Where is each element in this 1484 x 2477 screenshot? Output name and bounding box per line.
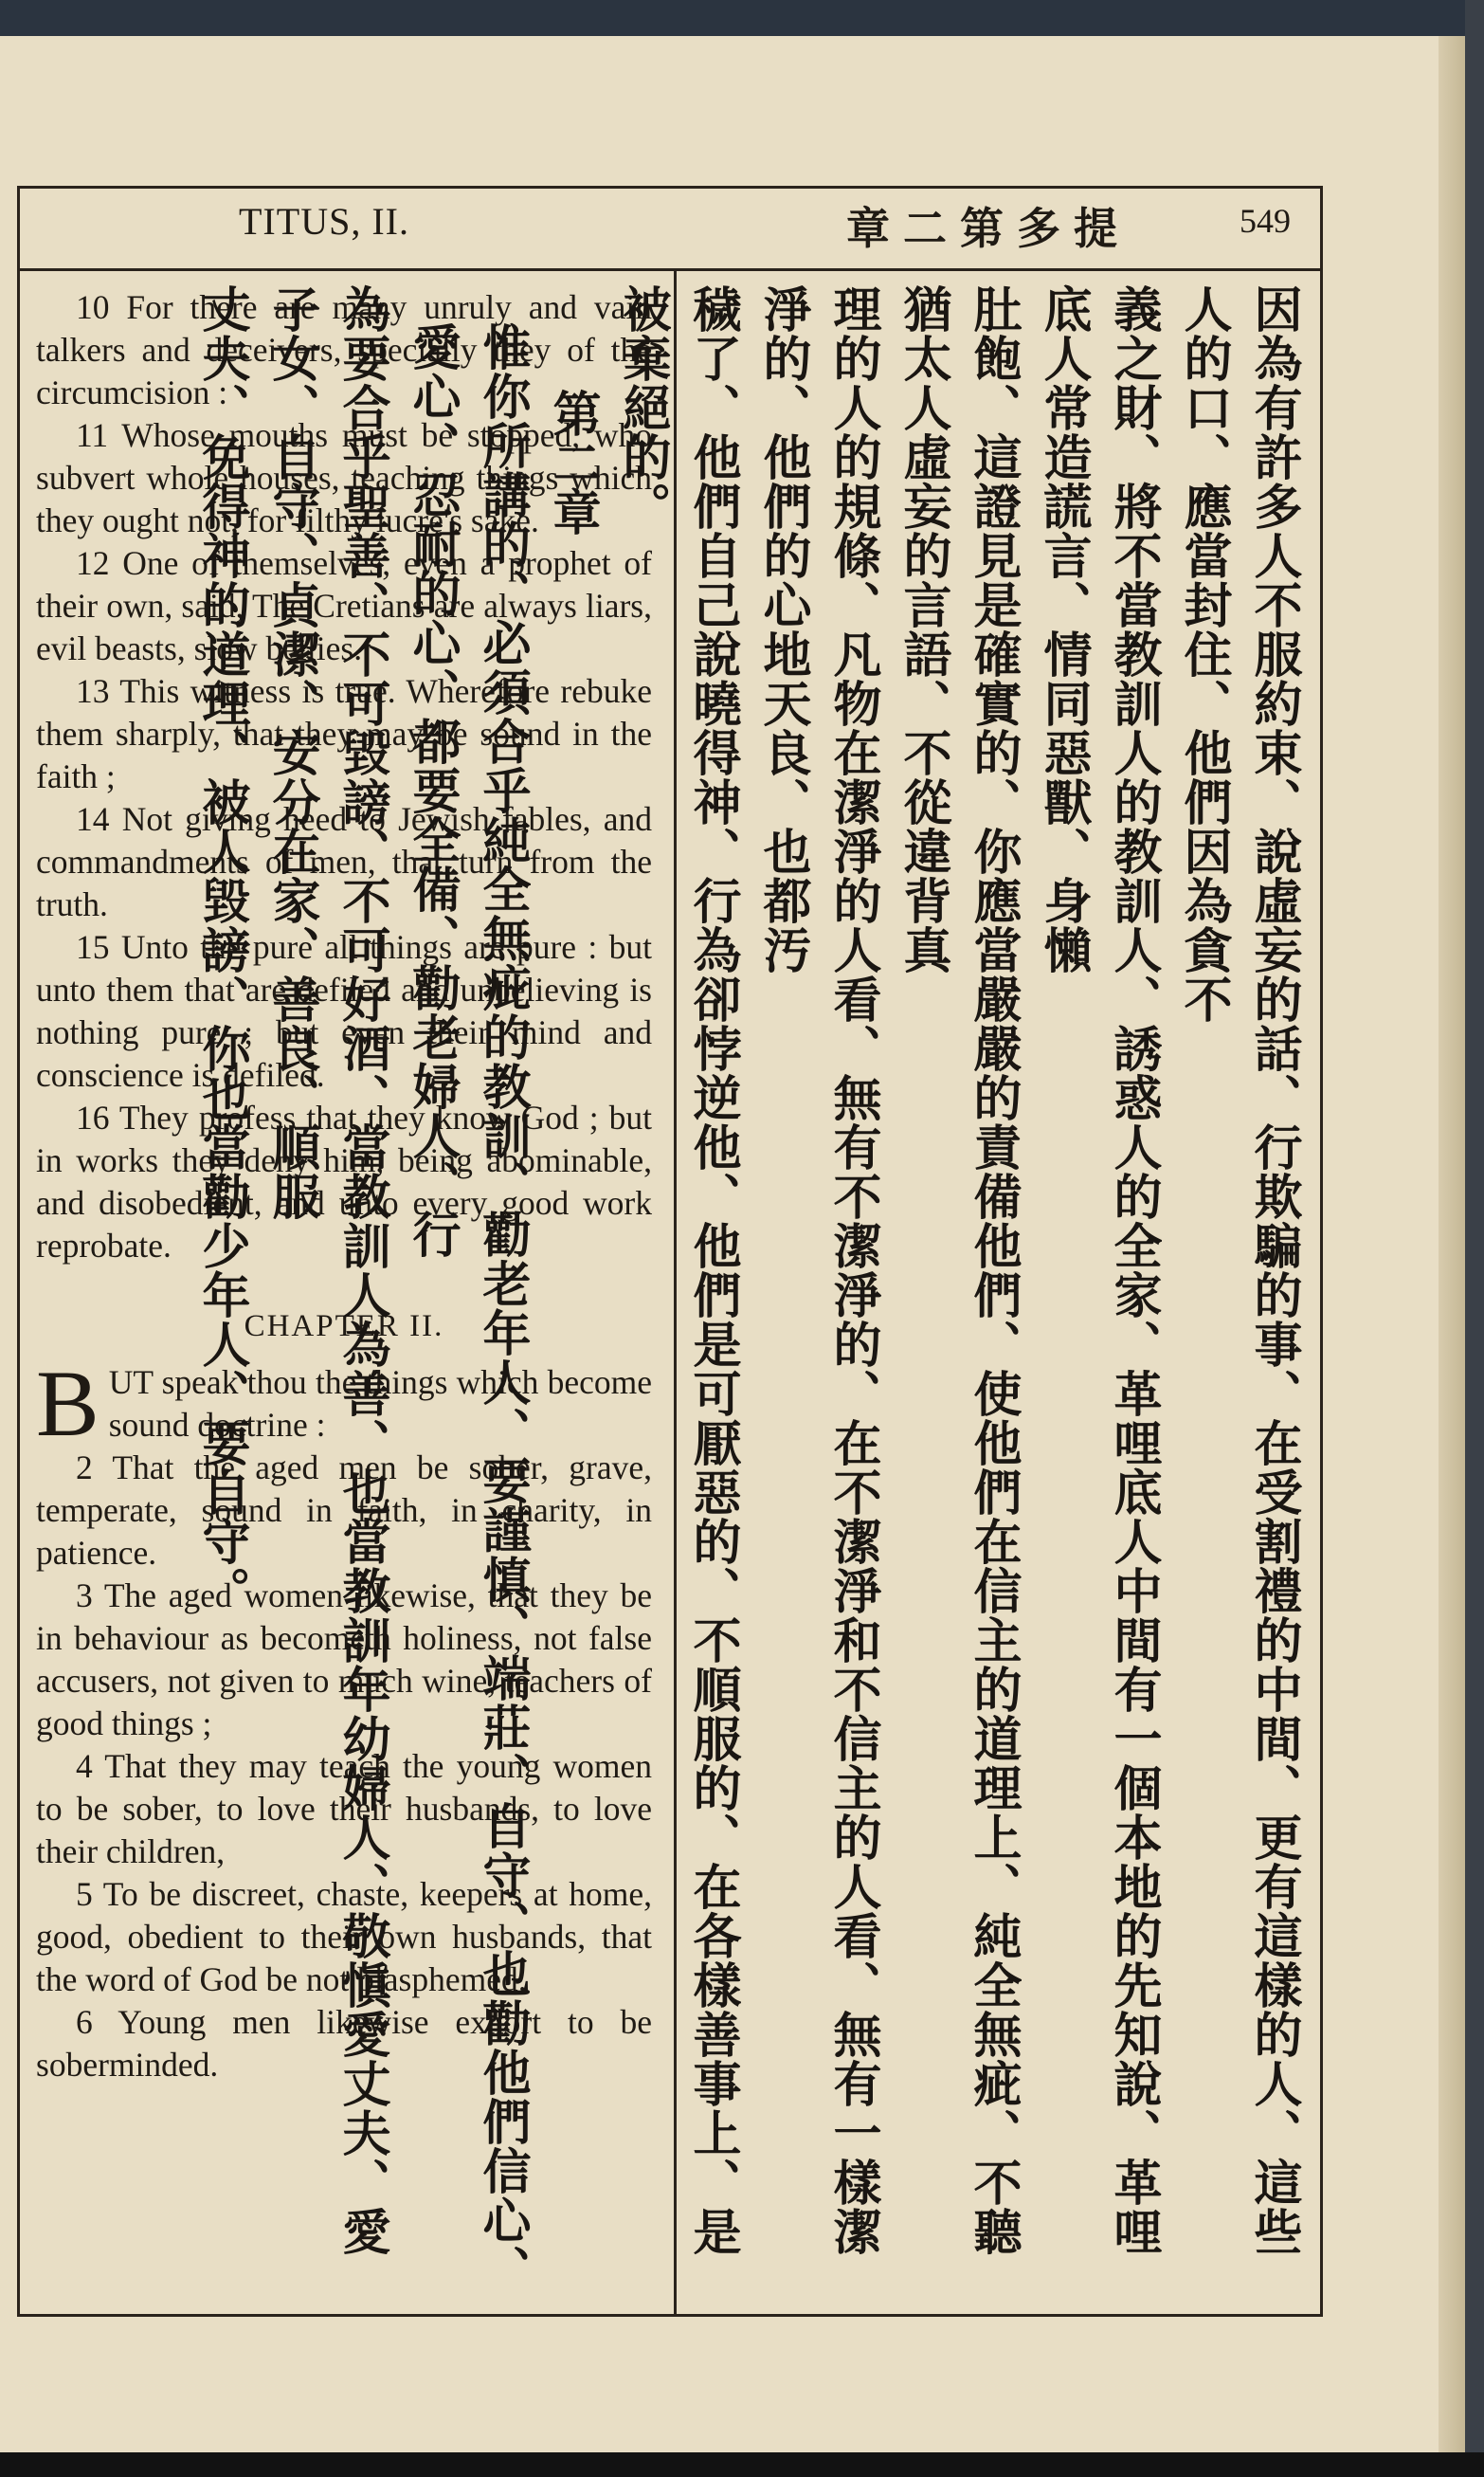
header-rule — [17, 268, 1323, 271]
chinese-text-column: 因為有許多人不服約束、說虛妄的話、行欺騙的事、在受割禮的中間、更有這樣的人、這些人的口、應當封住、他們因為貪不 — [1175, 284, 1301, 2256]
verse-5: 5 To be discreet, chaste, keepers at home, good, obedient to their own husbands, that the word of God be not blasphemed. — [36, 1875, 652, 1998]
verse-1-text: UT speak thou the things which become sound doctrine : — [108, 1363, 652, 1444]
chinese-text-column: 丈夫、免得神的道理、被人毀謗、你也當勸少年人、要自守。 — [193, 284, 249, 1615]
chinese-text-column: 理的人的規條、凡物在潔淨的人看、無有不潔淨的、在不潔淨和不信主的人看、無有一樣潔淨的、他們的心地天良、也都汚 — [754, 284, 880, 2256]
chinese-text-column: 惟你所講的、必須合乎純全無疵的教訓、勸老年人、要謹慎、端莊、自守、也勸他們信心、愛心、忍耐的心、都要全備、勸老婦人、行 — [404, 322, 530, 2294]
chinese-text-column: 肚飽、這證見是確實的、你應當嚴嚴的責備他們、使他們在信主的道理上、純全無疵、不聽猶太人虛妄的言語、不從違背真 — [895, 284, 1021, 2256]
running-head-chinese — [846, 194, 1131, 257]
verse-4: 4 That they may teach the young women to be sober, to love their husbands, to love their children, — [36, 1747, 652, 1870]
dropcap-letter: B — [36, 1351, 100, 1456]
verse-12: 12 One of themselves, even a prophet of their own, said, The Cretians are always liars, evil beasts, slow bellies. — [36, 544, 652, 667]
verse-13: 13 This witness is true. Wherefore rebuke them sharply, that they may be sound in the faith ; — [36, 672, 652, 795]
running-head-chinese-text: 提多第二章 — [846, 203, 1131, 254]
book-binding-top — [0, 0, 1484, 36]
verse-16: 16 They profess that they know God ; but in works they deny him, being abominable, and disobedient, and unto every good work reprobate. — [36, 1099, 652, 1265]
verse-6: 6 Young men likewise exhort to be soberminded. — [36, 2003, 652, 2084]
chinese-text-column: 為要合乎聖善、不可毀謗、不可好酒、當教訓人為善、也當教訓年幼婦人、敬愼愛丈夫、愛子女、自守、貞潔、安分在家、善良、順服 — [263, 284, 389, 2256]
verse-10: 10 For there are many unruly and vain talkers and deceivers, specially they of the circumcision : — [36, 288, 652, 411]
book-binding-right — [1465, 0, 1484, 2477]
book-binding-bottom — [0, 2452, 1484, 2477]
verse-11: 11 Whose mouths must be stopped, who subvert whole houses, teaching things which they ought not, for filthy lucre's sake. — [36, 416, 652, 539]
chinese-chapter-heading: 第二章 — [544, 389, 600, 537]
verse-15: 15 Unto the pure all things are pure : but unto them that are defiled and unbelieving is nothing pure ; but even their mind and conscience is defiled. — [36, 928, 652, 1094]
chapter-heading: CHAPTER II. — [244, 1309, 444, 1343]
running-head-english: TITUS, II. — [239, 200, 409, 243]
chinese-text-column: 穢了、他們自己說曉得神、行為卻悖逆他、他們是可厭惡的、不順服的、在各樣善事上、是被棄絕的。 — [614, 284, 740, 2256]
page-number: 549 — [1240, 202, 1291, 240]
verse-2: 2 That the aged men be sober, grave, temperate, sound in faith, in charity, in patience. — [36, 1448, 652, 1572]
verse-14: 14 Not giving heed to Jewish fables, and commandments of men, that turn from the truth. — [36, 800, 652, 923]
chinese-text-column: 義之財、將不當教訓人的教訓人、誘惑人的全家、革哩底人中間有一個本地的先知說、革哩底人常造謊言、情同惡獸、身懶 — [1035, 284, 1161, 2256]
page-edge-shading — [1439, 36, 1465, 2452]
verse-3: 3 The aged women likewise, that they be in behaviour as becometh holiness, not false accusers, not given to much wine, teachers of good things ; — [36, 1576, 652, 1742]
